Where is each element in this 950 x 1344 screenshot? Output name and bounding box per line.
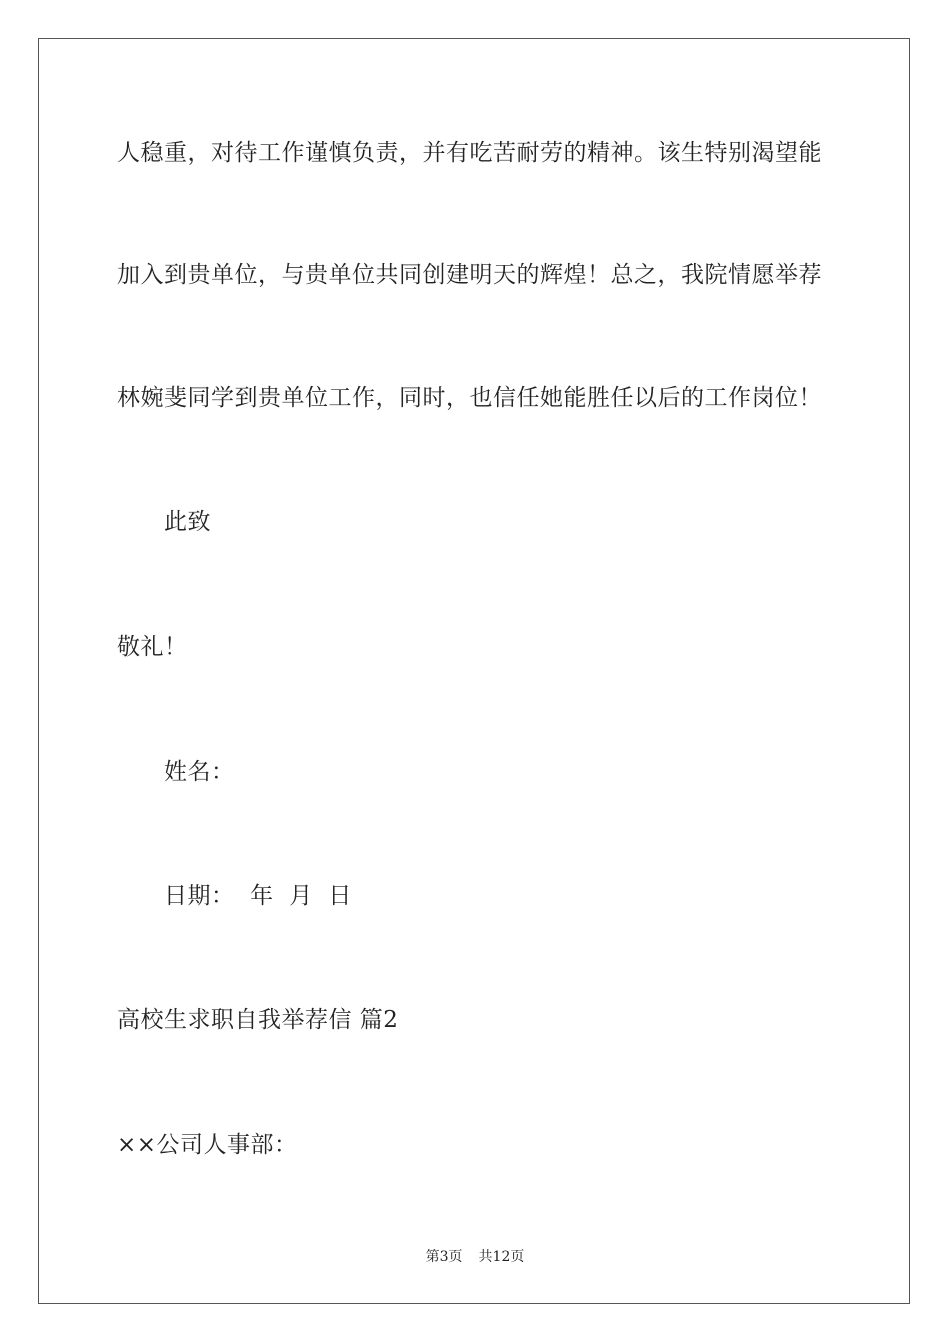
date-field-label: 日期： 年 月 日 [164,883,352,909]
body-text-line: 人稳重，对待工作谨慎负责，并有吃苦耐劳的精神。该生特别渴望能 [117,140,822,166]
name-field-label: 姓名： [164,759,235,785]
closing-salutation: 此致 [164,509,211,535]
addressee-line: ××公司人事部： [117,1132,298,1158]
page-border [38,38,910,1304]
body-text-line: 加入到贵单位，与贵单位共同创建明天的辉煌！总之，我院情愿举荐 [117,262,822,288]
closing-regards: 敬礼！ [117,634,188,660]
page-number: 第3页 [425,1249,463,1265]
page-footer [0,1248,950,1266]
page-total: 共12页 [478,1249,525,1265]
section-heading: 高校生求职自我举荐信 篇2 [117,1007,399,1033]
body-text-line: 林婉斐同学到贵单位工作，同时，也信任她能胜任以后的工作岗位！ [117,385,822,411]
